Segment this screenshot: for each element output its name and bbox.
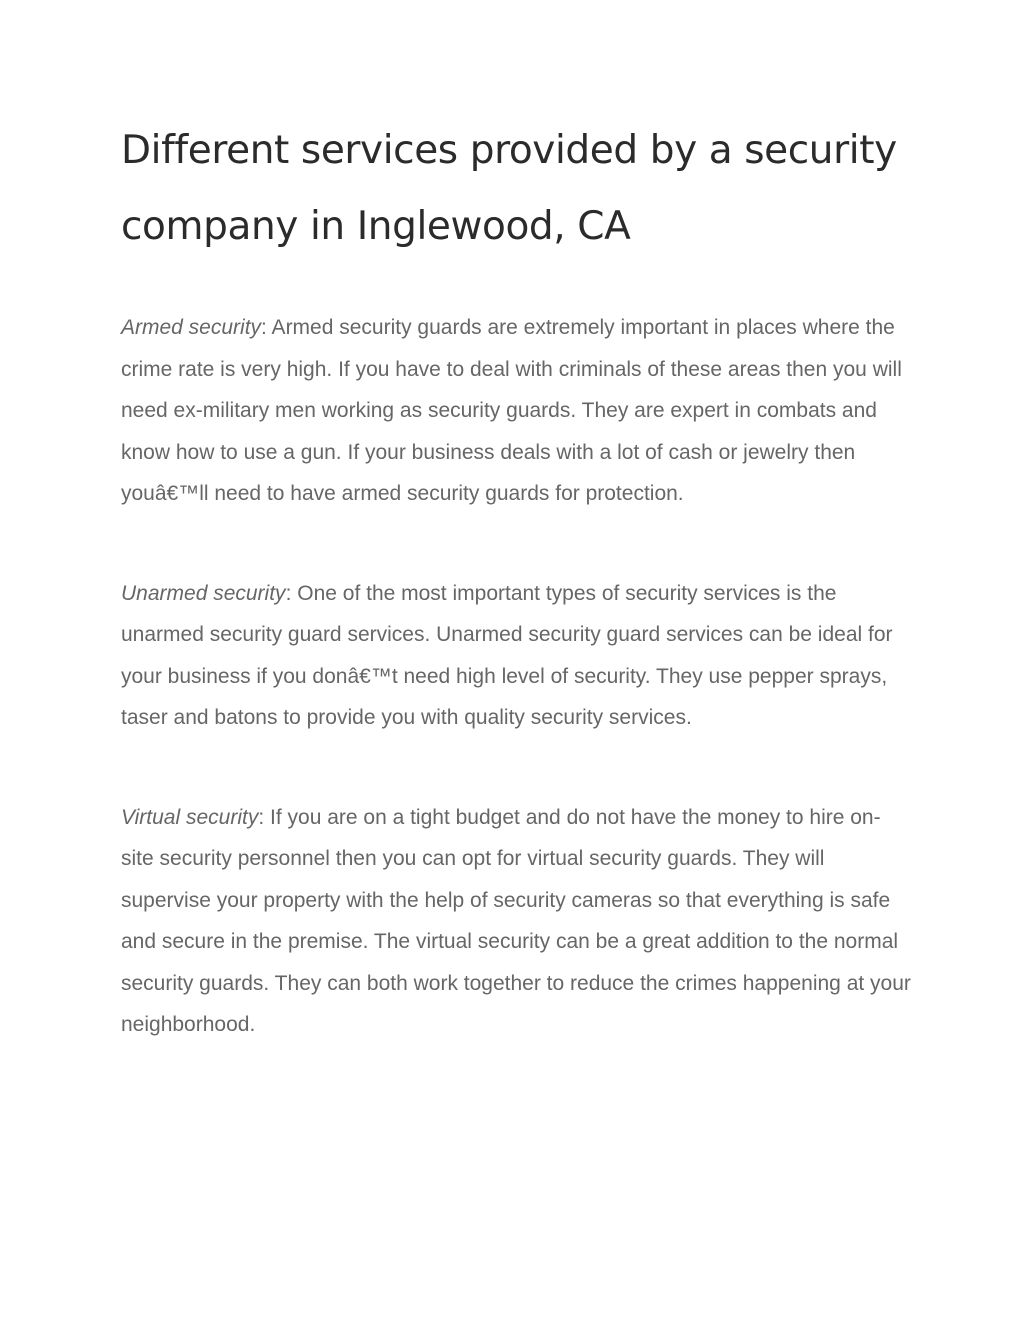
unarmed-security-term: Unarmed security <box>121 581 286 605</box>
page-title: Different services provided by a security company in Inglewood, CA <box>121 128 897 249</box>
virtual-security-description: : If you are on a tight budget and do not have the money to hire on-site security personnel then you can opt for virtual security guards. They will supervise your property with the help of security cameras so that everything is safe and secure in the premise. The virtual security can be a great addition to the normal security guards. They can both work together to reduce the crimes happening at your neighborhood. <box>121 805 911 1036</box>
document-content <box>121 113 911 1046</box>
armed-security-term: Armed security <box>121 316 262 339</box>
unarmed-security-paragraph <box>121 573 911 739</box>
armed-security-description: : Armed security guards are extremely important in places where the crime rate is very high. If you have to deal with criminals of these areas then you will need ex-military men working as security guards. They are expert in combats and know how to use a gun. If your business deals with a lot of cash or jewelry then youâ€™ll need to have armed security guards for protection. <box>121 316 902 505</box>
virtual-security-term: Virtual security <box>121 805 259 829</box>
unarmed-security-description: : One of the most important types of security services is the unarmed security guard services. Unarmed security guard services can be ideal for your business if you donâ€™t need high level of security. They use pepper sprays, taser and batons to provide you with quality security services. <box>121 581 893 729</box>
armed-security-paragraph <box>121 307 911 515</box>
virtual-security-paragraph <box>121 797 911 1046</box>
